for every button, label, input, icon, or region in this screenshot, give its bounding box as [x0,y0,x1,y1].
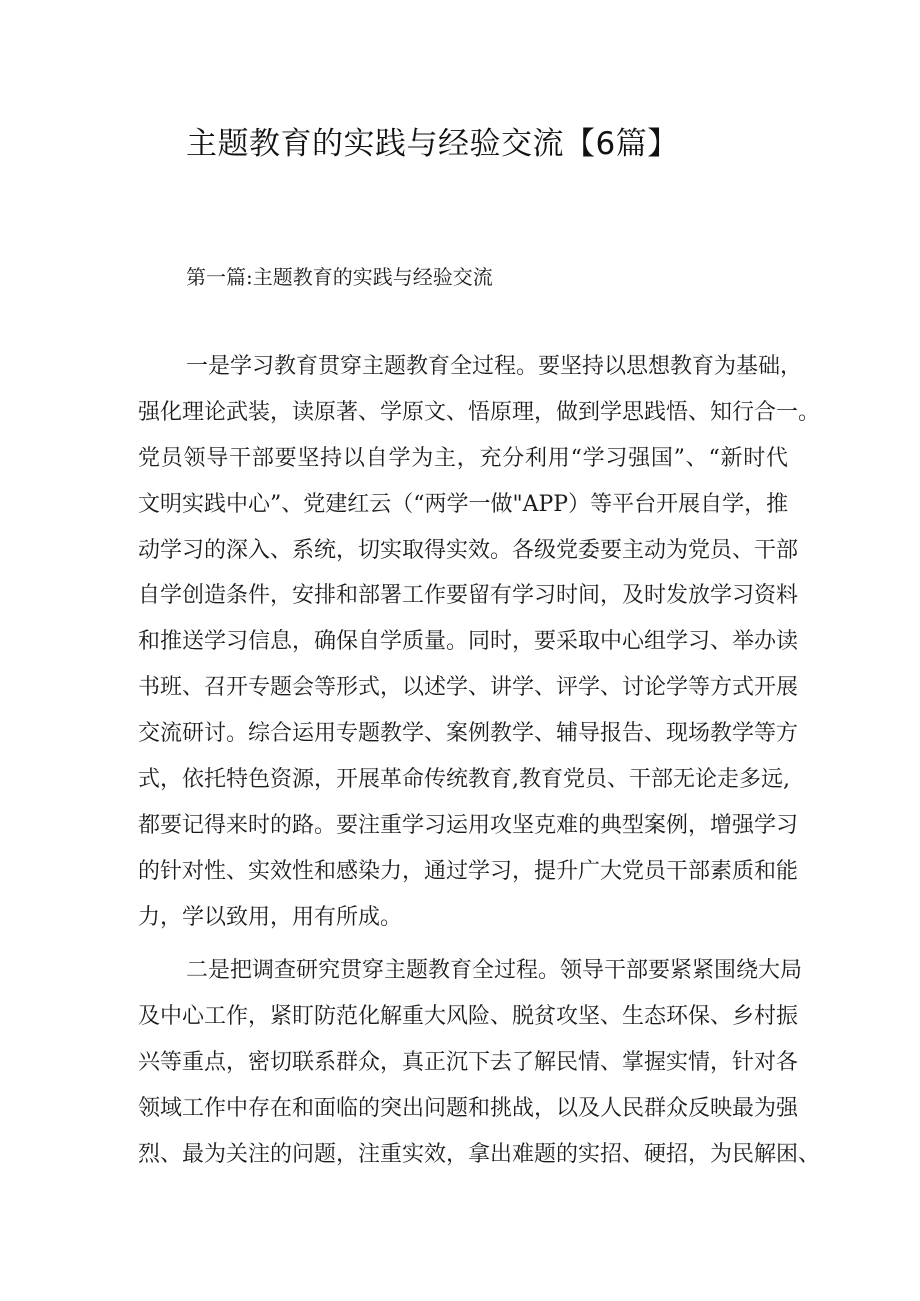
paragraph-line: 自学创造条件，安排和部署工作要留有学习时间，及时发放学习资料 [138,583,799,609]
paragraph-line: 交流研讨。综合运用专题教学、案例教学、辅导报告、现场教学等方 [138,721,799,747]
paragraph-line: 党员领导干部要坚持以自学为主，充分利用“学习强国”、“新时代 [138,445,788,471]
paragraph-line: 力，学以致用，用有所成。 [138,904,403,930]
document-title: 主题教育的实践与经验交流【6篇】 [186,126,679,162]
paragraph-line: 领域工作中存在和面临的突出问题和挑战，以及人民群众反映最为强 [138,1095,799,1121]
paragraph-line: 式，依托特色资源，开展革命传统教育,教育党员、干部无论走多远, [138,767,790,793]
paragraph-line: 书班、召开专题会等形式，以述学、讲学、评学、讨论学等方式开展 [138,675,799,701]
paragraph-line: 都要记得来时的路。要注重学习运用攻坚克难的典型案例，增强学习 [138,812,799,838]
paragraph-line: 二是把调查研究贯穿主题教育全过程。领导干部要紧紧围绕大局 [186,958,803,983]
paragraph-line: 兴等重点，密切联系群众，真正沉下去了解民情、掌握实情，针对各 [138,1049,799,1075]
paragraph-line: 动学习的深入、系统，切实取得实效。各级党委要主动为党员、干部 [138,537,799,563]
paragraph-line: 文明实践中心”、党建红云（“两学一做"APP）等平台开展自学，推 [138,491,789,517]
paragraph-2 [138,948,821,1177]
paragraph-line: 的针对性、实效性和感染力，通过学习，提升广大党员干部素质和能 [138,858,799,884]
section-heading: 第一篇:主题教育的实践与经验交流 [186,265,493,289]
paragraph-line: 及中心工作，紧盯防范化解重大风险、脱贫攻坚、生态环保、乡村振 [138,1003,799,1029]
paragraph-1 [138,344,821,941]
paragraph-line: 和推送学习信息，确保自学质量。同时，要采取中心组学习、举办读 [138,629,799,655]
paragraph-line: 一是学习教育贯穿主题教育全过程。要坚持以思想教育为基础， [186,354,803,379]
paragraph-line: 烈、最为关注的问题，注重实效，拿出难题的实招、硬招，为民解困、 [138,1141,821,1167]
paragraph-line: 强化理论武装，读原著、学原文、悟原理，做到学思践悟、知行合一。 [138,399,821,425]
